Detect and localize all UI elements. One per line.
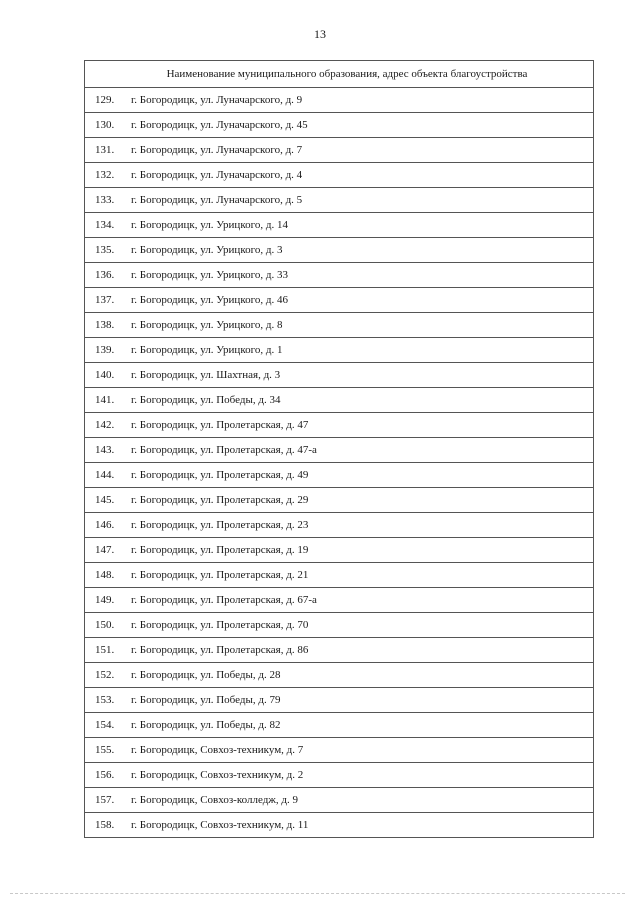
row-number: 153. [95,694,115,706]
row-number: 157. [95,794,115,806]
table-cell [85,488,594,513]
table-row [85,763,594,788]
row-number: 143. [95,444,115,456]
table-row [85,363,594,388]
table-row [85,738,594,763]
row-number: 131. [95,144,115,156]
row-address: г. Богородицк, ул. Победы, д. 28 [131,669,281,681]
row-address: г. Богородицк, ул. Урицкого, д. 14 [131,219,288,231]
table-row [85,263,594,288]
row-address: г. Богородицк, ул. Пролетарская, д. 29 [131,494,309,506]
table-cell [85,663,594,688]
row-number: 156. [95,769,115,781]
row-number: 133. [95,194,115,206]
table-cell [85,738,594,763]
row-number: 152. [95,669,115,681]
table-row [85,313,594,338]
table-row [85,413,594,438]
scan-artifact-line [10,893,625,896]
table-cell [85,463,594,488]
addresses-table [84,60,594,838]
table-row [85,438,594,463]
table-row [85,288,594,313]
table-header: Наименование муниципального образования, адрес объекта благоустройства [85,61,594,88]
table-cell [85,513,594,538]
table-cell [85,763,594,788]
row-number: 132. [95,169,115,181]
table-cell [85,388,594,413]
table-row [85,213,594,238]
row-address: г. Богородицк, ул. Урицкого, д. 33 [131,269,288,281]
row-number: 139. [95,344,115,356]
row-number: 142. [95,419,115,431]
table-row [85,813,594,838]
row-address: г. Богородицк, Совхоз-колледж, д. 9 [131,794,298,806]
row-number: 138. [95,319,115,331]
row-number: 140. [95,369,115,381]
row-address: г. Богородицк, Совхоз-техникум, д. 11 [131,819,309,831]
table-row [85,338,594,363]
row-address: г. Богородицк, ул. Луначарского, д. 5 [131,194,303,206]
table-cell [85,113,594,138]
table-cell [85,288,594,313]
row-number: 149. [95,594,115,606]
row-number: 129. [95,94,115,106]
row-address: г. Богородицк, ул. Победы, д. 79 [131,694,281,706]
table-row [85,463,594,488]
row-number: 130. [95,119,115,131]
table-cell [85,88,594,113]
table-cell [85,438,594,463]
row-address: г. Богородицк, ул. Пролетарская, д. 49 [131,469,309,481]
row-number: 150. [95,619,115,631]
row-address: г. Богородицк, ул. Пролетарская, д. 21 [131,569,309,581]
table-row [85,688,594,713]
row-address: г. Богородицк, ул. Урицкого, д. 1 [131,344,283,356]
table-row [85,613,594,638]
table-row [85,138,594,163]
table-row [85,713,594,738]
row-number: 146. [95,519,115,531]
row-address: г. Богородицк, ул. Пролетарская, д. 47-а [131,444,317,456]
row-number: 136. [95,269,115,281]
table-row [85,588,594,613]
row-address: г. Богородицк, ул. Урицкого, д. 8 [131,319,283,331]
row-address: г. Богородицк, ул. Луначарского, д. 7 [131,144,303,156]
table-cell [85,813,594,838]
table-row [85,788,594,813]
row-number: 155. [95,744,115,756]
row-address: г. Богородицк, ул. Пролетарская, д. 23 [131,519,309,531]
row-address: г. Богородицк, ул. Урицкого, д. 46 [131,294,288,306]
row-address: г. Богородицк, ул. Победы, д. 34 [131,394,281,406]
table-cell [85,188,594,213]
table-cell [85,313,594,338]
table-cell [85,163,594,188]
table-cell [85,713,594,738]
table-cell [85,538,594,563]
row-number: 158. [95,819,115,831]
row-number: 137. [95,294,115,306]
table-row [85,113,594,138]
row-number: 134. [95,219,115,231]
table-row [85,188,594,213]
row-address: г. Богородицк, ул. Пролетарская, д. 67-а [131,594,317,606]
row-address: г. Богородицк, ул. Пролетарская, д. 86 [131,644,309,656]
table-cell [85,263,594,288]
row-address: г. Богородицк, Совхоз-техникум, д. 7 [131,744,304,756]
table-row [85,563,594,588]
table-cell [85,213,594,238]
table-body [85,88,594,838]
table-cell [85,413,594,438]
row-number: 151. [95,644,115,656]
row-number: 135. [95,244,115,256]
table-row [85,163,594,188]
table-row [85,638,594,663]
page-number: 13 [314,27,326,41]
table-cell [85,563,594,588]
table-row [85,488,594,513]
row-address: г. Богородицк, ул. Пролетарская, д. 19 [131,544,309,556]
table-row [85,538,594,563]
table-cell [85,688,594,713]
row-address: г. Богородицк, ул. Шахтная, д. 3 [131,369,281,381]
row-number: 144. [95,469,115,481]
table-cell [85,363,594,388]
row-address: г. Богородицк, ул. Победы, д. 82 [131,719,281,731]
table-row [85,238,594,263]
row-address: г. Богородицк, ул. Луначарского, д. 4 [131,169,303,181]
table-row [85,88,594,113]
table-cell [85,588,594,613]
row-number: 141. [95,394,115,406]
table-row [85,513,594,538]
table-cell [85,788,594,813]
row-number: 145. [95,494,115,506]
row-number: 148. [95,569,115,581]
table-header-row [85,61,594,88]
row-number: 147. [95,544,115,556]
row-number: 154. [95,719,115,731]
table-row [85,663,594,688]
table-cell [85,238,594,263]
row-address: г. Богородицк, ул. Пролетарская, д. 47 [131,419,309,431]
table-cell [85,138,594,163]
row-address: г. Богородицк, Совхоз-техникум, д. 2 [131,769,304,781]
table-cell [85,338,594,363]
table-cell [85,638,594,663]
row-address: г. Богородицк, ул. Пролетарская, д. 70 [131,619,309,631]
row-address: г. Богородицк, ул. Луначарского, д. 45 [131,119,308,131]
row-address: г. Богородицк, ул. Урицкого, д. 3 [131,244,283,256]
row-address: г. Богородицк, ул. Луначарского, д. 9 [131,94,303,106]
table-cell [85,613,594,638]
table-row [85,388,594,413]
